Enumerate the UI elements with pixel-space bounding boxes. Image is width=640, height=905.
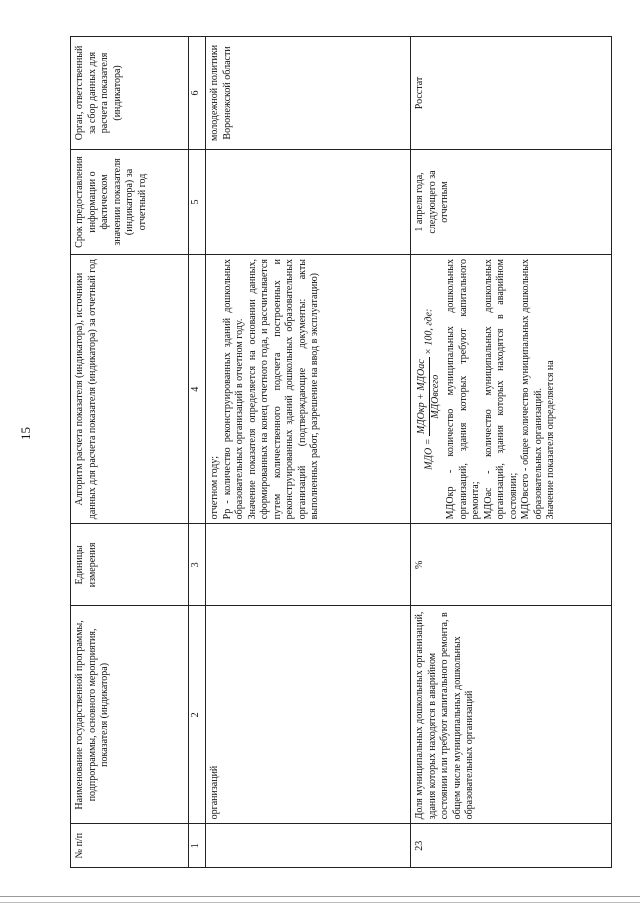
col-number: 4 bbox=[189, 255, 206, 524]
algorithm-line: МДОас - количество муниципальных дошкольных организаций, здания которых находятся в аварийном состоянии; bbox=[482, 259, 519, 520]
page-number: 15 bbox=[18, 427, 33, 440]
header-name: Наименование государственной программы, подпрограммы, основного мероприятия, показателя (индикатора) bbox=[71, 606, 189, 824]
col-number: 6 bbox=[189, 37, 206, 150]
col-number: 1 bbox=[189, 824, 206, 868]
header-algorithm: Алгоритм расчета показателя (индикатора), источники данных для расчета показателя (индикатора) за отчетный год bbox=[71, 255, 189, 524]
algorithm-line: Рр - количество реконструированных зданий дошкольных образовательных организаций в отчетном году. bbox=[221, 259, 245, 520]
formula bbox=[416, 259, 442, 519]
algorithm-line: Значение показателя определяется на основании данных, сформированных на конец отчетного года, и рассчитывается путем количественного подсчета построенных и реконструированных зданий дошкольных образовательных организаций (подтверждающие документы: акты выполненных работ, разрешение на ввод в эксплуатацию) bbox=[246, 259, 320, 520]
algorithm-line: Значение показателя определяется на bbox=[545, 360, 556, 520]
scan-edge-line bbox=[0, 902, 640, 903]
formula-tail: × 100, где: bbox=[423, 308, 435, 355]
header-deadline: Срок предоставления информации о фактическом значении показателя (индикатора) за отчетный год bbox=[71, 149, 189, 254]
scan-edge-line bbox=[0, 896, 640, 897]
indicator-table bbox=[70, 36, 612, 868]
deadline-cell bbox=[206, 149, 411, 254]
table-row bbox=[206, 37, 411, 868]
algorithm-line: отчетном году; bbox=[209, 455, 220, 520]
formula-numerator: МДОкр + МДОас bbox=[416, 357, 430, 436]
header-organ: Орган, ответственный за сбор данных для расчета показателя (индикатора) bbox=[71, 37, 189, 150]
formula-fraction bbox=[416, 357, 442, 436]
unit-cell bbox=[206, 524, 411, 606]
indicator-name: Доля муниципальных дошкольных организаций, здания которых находятся в аварийном состоянии или требуют капитального ремонта, в общем числе муниципальных дошкольных образовательных организаций bbox=[411, 606, 612, 824]
row-number: 23 bbox=[411, 824, 612, 868]
table-row bbox=[411, 37, 612, 868]
indicator-name: организаций bbox=[206, 606, 411, 824]
formula-denominator: МДОвсего bbox=[429, 374, 441, 419]
col-number: 2 bbox=[189, 606, 206, 824]
col-number: 5 bbox=[189, 149, 206, 254]
col-number: 3 bbox=[189, 524, 206, 606]
formula-lhs: МДО = bbox=[423, 438, 435, 470]
rotated-table-area bbox=[70, 36, 612, 868]
row-number bbox=[206, 824, 411, 868]
algorithm-cell bbox=[206, 255, 411, 524]
deadline-cell: 1 апреля года, следующего за отчетным bbox=[411, 149, 612, 254]
column-number-row bbox=[189, 37, 206, 868]
algorithm-cell bbox=[411, 255, 612, 524]
header-num: № п/п bbox=[71, 824, 189, 868]
organ-cell: Росстат bbox=[411, 37, 612, 150]
algorithm-line: МДОкр - количество муниципальных дошкольных организаций, здания которых требуют капитального ремонта; bbox=[445, 259, 481, 520]
table-header-row bbox=[71, 37, 189, 868]
organ-cell: молодежной политики Воронежской области bbox=[206, 37, 411, 150]
algorithm-line: МДОвсего - общее количество муниципальных дошкольных образовательных организаций. bbox=[520, 259, 544, 520]
header-unit: Единицы измерения bbox=[71, 524, 189, 606]
unit-cell: % bbox=[411, 524, 612, 606]
